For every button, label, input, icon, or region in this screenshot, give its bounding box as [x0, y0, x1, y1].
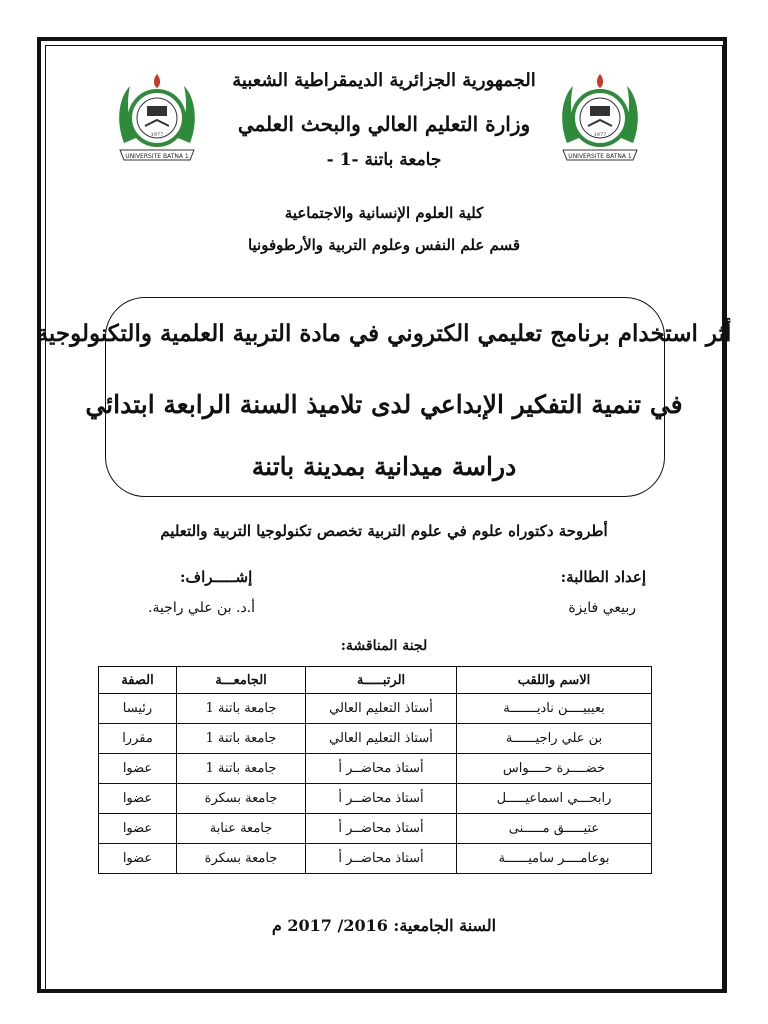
- member-rank: أستاذ التعليم العالي: [306, 694, 457, 724]
- ministry-heading: وزارة التعليم العالي والبحث العلمي: [237, 112, 531, 136]
- university-heading: جامعة باتنة -1 -: [326, 150, 442, 170]
- member-name: رابحـــي اسماعيـــــل: [457, 784, 652, 814]
- department-heading: قسم علم النفس وعلوم التربية والأرطوفونيا: [247, 236, 521, 254]
- logo-year: 1977: [150, 132, 164, 138]
- table-row: [99, 724, 652, 754]
- member-university: جامعة باتنة 1: [177, 724, 306, 754]
- logo-banner-text: UNIVERSITE BATNA 1: [568, 153, 632, 160]
- member-role: عضوا: [99, 784, 177, 814]
- student-label: إعداد الطالبة:: [560, 568, 646, 586]
- committee-table: [98, 666, 652, 874]
- member-role: عضوا: [99, 844, 177, 874]
- member-rank: أستاذ محاضــر أ: [306, 754, 457, 784]
- logo-year: 1977: [593, 132, 607, 138]
- member-university: جامعة باتنة 1: [177, 754, 306, 784]
- thesis-title-line-1: أثر استخدام برنامج تعليمي الكتروني في مادة التربية العلمية والتكنولوجية: [36, 320, 732, 347]
- thesis-title-line-2: في تنمية التفكير الإبداعي لدى تلاميذ السنة الرابعة ابتدائي: [85, 390, 683, 419]
- member-role: رئيسا: [99, 694, 177, 724]
- thesis-title-line-3: دراسة ميدانية بمدينة باتنة: [251, 452, 517, 481]
- table-row: [99, 844, 652, 874]
- table-row: [99, 814, 652, 844]
- column-header-role: الصفة: [99, 667, 177, 694]
- column-header-name: الاسم واللقب: [457, 667, 652, 694]
- member-rank: أستاذ محاضــر أ: [306, 844, 457, 874]
- table-row: [99, 694, 652, 724]
- student-name: ربيعي فايزة: [568, 600, 636, 616]
- supervisor-label: إشـــــراف:: [180, 568, 253, 586]
- member-role: مقررا: [99, 724, 177, 754]
- thesis-type: أطروحة دكتوراه علوم في علوم التربية تخصص تكنولوجيا التربية والتعليم: [160, 522, 608, 540]
- supervisor-name: أ.د. بن علي راجية.: [148, 600, 256, 616]
- academic-year: السنة الجامعية: 2016/ 2017 م: [271, 916, 497, 935]
- member-rank: أستاذ محاضــر أ: [306, 784, 457, 814]
- member-name: عتيـــــق مـــــنى: [457, 814, 652, 844]
- member-name: بوعامــــر ساميــــــة: [457, 844, 652, 874]
- faculty-heading: كلية العلوم الإنسانية والاجتماعية: [284, 204, 484, 222]
- committee-label: لجنة المناقشة:: [340, 638, 428, 654]
- member-university: جامعة بسكرة: [177, 784, 306, 814]
- member-name: بعيبيــــن ناديـــــــة: [457, 694, 652, 724]
- logo-banner-text: UNIVERSITE BATNA 1: [125, 153, 189, 160]
- member-role: عضوا: [99, 754, 177, 784]
- member-rank: أستاذ محاضــر أ: [306, 814, 457, 844]
- table-header-row: [99, 667, 652, 694]
- member-university: جامعة عنابة: [177, 814, 306, 844]
- member-university: جامعة باتنة 1: [177, 694, 306, 724]
- member-name: بن علي راجيــــــة: [457, 724, 652, 754]
- column-header-university: الجامعـــة: [177, 667, 306, 694]
- table-row: [99, 754, 652, 784]
- table-row: [99, 784, 652, 814]
- member-role: عضوا: [99, 814, 177, 844]
- member-rank: أستاذ التعليم العالي: [306, 724, 457, 754]
- member-name: خضــــرة حــــواس: [457, 754, 652, 784]
- republic-heading: الجمهورية الجزائرية الديمقراطية الشعبية: [232, 70, 536, 91]
- column-header-rank: الرتبـــــة: [306, 667, 457, 694]
- member-university: جامعة بسكرة: [177, 844, 306, 874]
